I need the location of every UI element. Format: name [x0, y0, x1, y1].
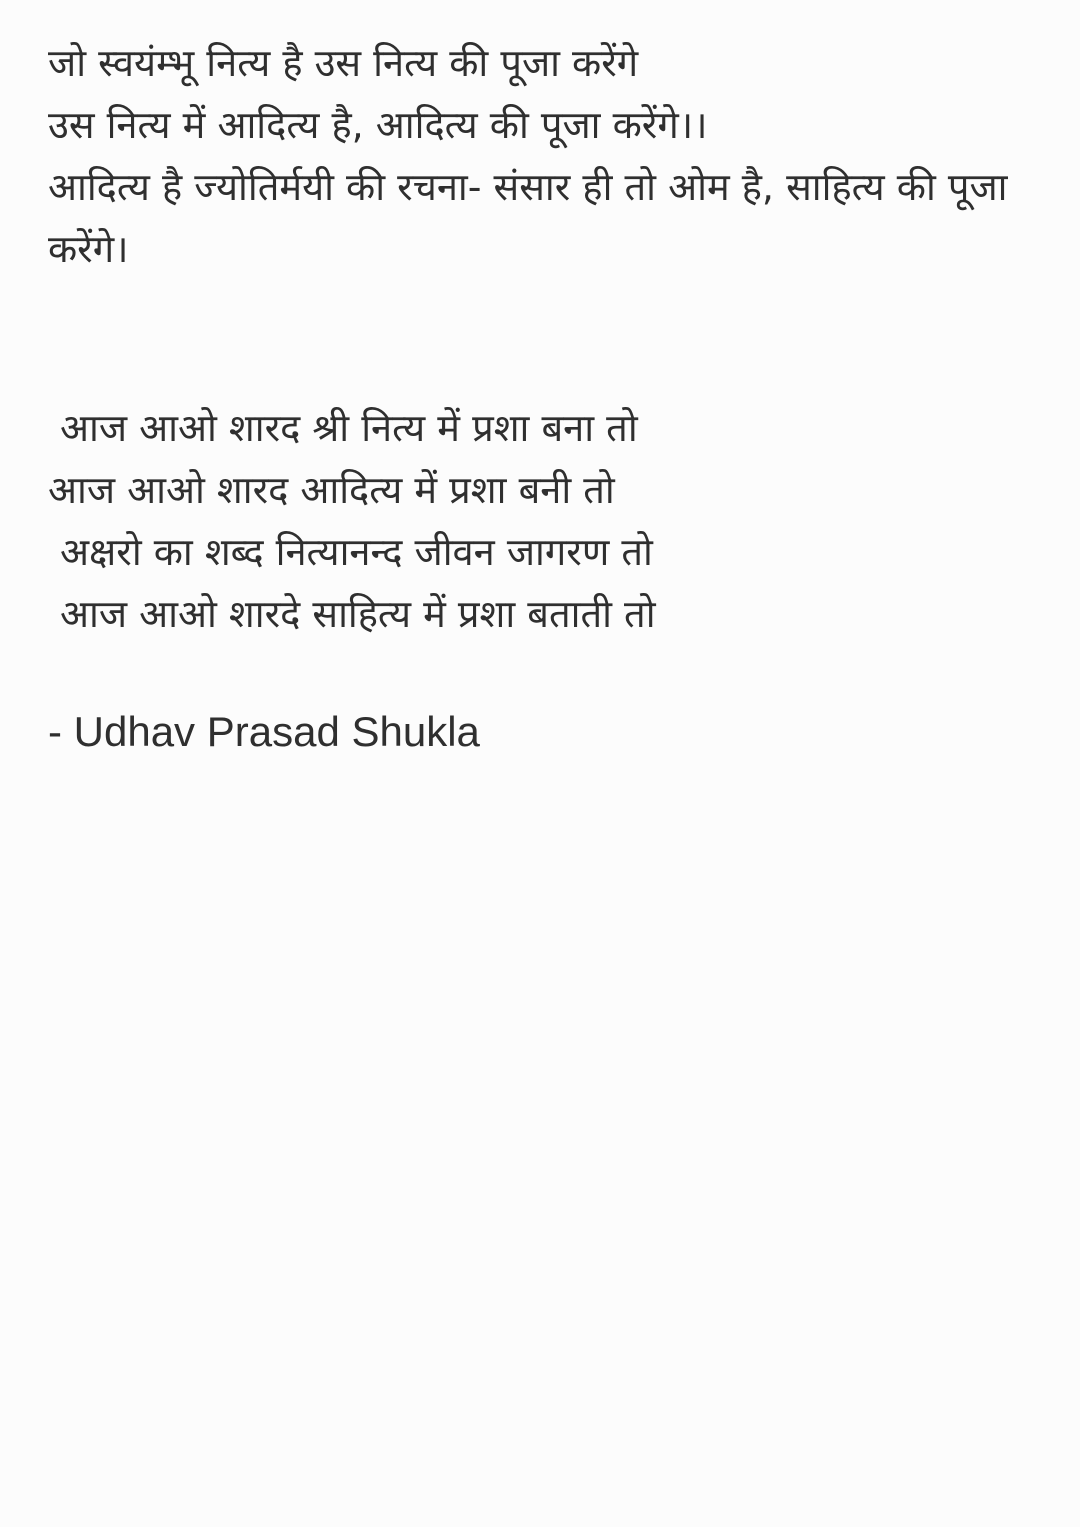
- poem-line: आज आओ शारद आदित्य में प्रशा बनी तो: [48, 468, 615, 512]
- poem-line: उस नित्य में आदित्य है, आदित्य की पूजा करेंगे।।: [48, 103, 708, 147]
- stanza-2: [48, 397, 656, 645]
- poem-line: अक्षरो का शब्द नित्यानन्द जीवन जागरण तो: [60, 530, 653, 574]
- poem-line: आदित्य है ज्योतिर्मयी की रचना- संसार ही तो ओम है, साहित्य की पूजा करेंगे।: [48, 165, 1008, 271]
- poem-line: आज आओ शारदे साहित्य में प्रशा बताती तो: [60, 592, 656, 636]
- stanza-1: [48, 32, 1008, 280]
- author-signature: - Udhav Prasad Shukla: [48, 708, 480, 755]
- poem-line: जो स्वयंम्भू नित्य है उस नित्य की पूजा करेंगे: [48, 41, 639, 85]
- poem-line: आज आओ शारद श्री नित्य में प्रशा बना तो: [60, 406, 638, 450]
